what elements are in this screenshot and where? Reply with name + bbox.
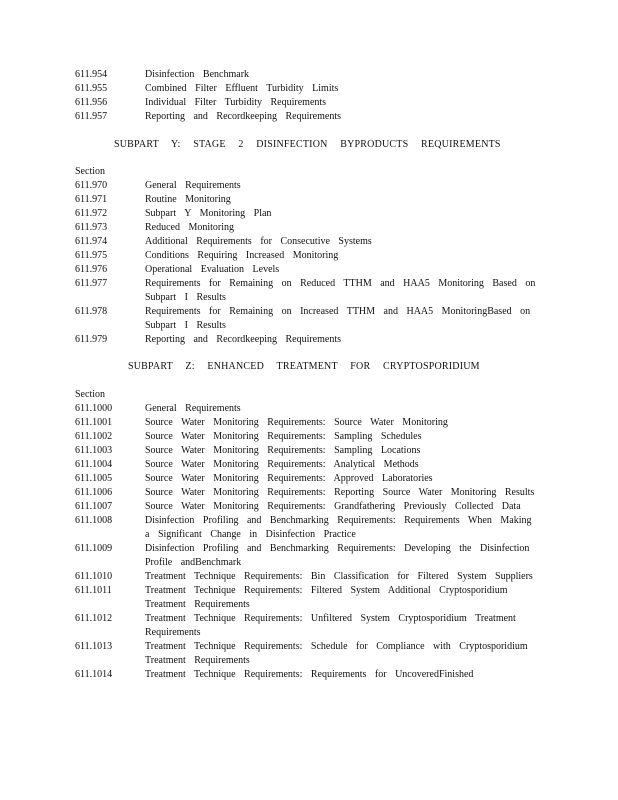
section-number: 611.1008	[75, 515, 113, 526]
section-title: Treatment Technique Requirements: Requirements for UncoveredFinished	[145, 669, 474, 680]
section-number: 611.974	[75, 236, 108, 247]
section-number: 611.976	[75, 264, 108, 275]
subpart-z-heading: SUBPART Z: ENHANCED TREATMENT FOR CRYPTOSPORIDIUM	[128, 361, 480, 372]
section-title: Reporting and Recordkeeping Requirements	[145, 111, 342, 122]
section-title: Source Water Monitoring Requirements: Reporting Source Water Monitoring Results	[145, 487, 535, 498]
list-item	[75, 249, 545, 263]
section-title: Additional Requirements for Consecutive Systems	[145, 236, 372, 247]
list-item	[75, 444, 545, 458]
list-item	[75, 640, 545, 668]
list-item	[75, 277, 545, 305]
list-item	[75, 96, 545, 110]
section-number: 611.1006	[75, 487, 113, 498]
section-number: 611.955	[75, 83, 108, 94]
list-item	[75, 305, 545, 333]
section-number: 611.975	[75, 250, 108, 261]
list-item	[75, 263, 545, 277]
section-number: 611.978	[75, 306, 108, 317]
section-number: 611.1003	[75, 445, 113, 456]
section-number: 611.977	[75, 278, 108, 289]
section-title: Operational Evaluation Levels	[145, 264, 280, 275]
section-title: Source Water Monitoring Requirements: Approved Laboratories	[145, 473, 433, 484]
section-title: Reporting and Recordkeeping Requirements	[145, 334, 342, 345]
list-item	[75, 68, 545, 82]
section-number: 611.1002	[75, 431, 113, 442]
section-number: 611.1011	[75, 585, 112, 596]
section-title: Requirements for Remaining on Increased TTHM and HAA5 MonitoringBased on Subpart I Results	[145, 306, 531, 331]
section-number: 611.1001	[75, 417, 113, 428]
list-item	[75, 333, 545, 347]
list-item	[75, 668, 545, 682]
section-number: 611.1005	[75, 473, 113, 484]
section-title: Source Water Monitoring Requirements: Analytical Methods	[145, 459, 419, 470]
section-number: 611.1004	[75, 459, 113, 470]
section-title: Source Water Monitoring Requirements: Sampling Schedules	[145, 431, 422, 442]
list-item	[75, 82, 545, 96]
list-item	[75, 402, 545, 416]
section-title: Treatment Technique Requirements: Filtered System Additional Cryptosporidium Treatment Requirements	[145, 585, 508, 610]
list-item	[75, 612, 545, 640]
section-number: 611.971	[75, 194, 108, 205]
section-title: Disinfection Profiling and Benchmarking Requirements: Developing the Disinfection Profile andBenchmark	[145, 543, 530, 568]
section-number: 611.970	[75, 180, 108, 191]
section-title: Treatment Technique Requirements: Bin Classification for Filtered System Suppliers	[145, 571, 533, 582]
list-item	[75, 430, 545, 444]
section-title: Subpart Y Monitoring Plan	[145, 208, 272, 219]
section-title: Disinfection Benchmark	[145, 69, 250, 80]
section-title: Source Water Monitoring Requirements: Source Water Monitoring	[145, 417, 448, 428]
list-item	[75, 514, 545, 542]
list-item	[75, 416, 545, 430]
subpart-y-entries	[75, 165, 545, 347]
list-item	[75, 110, 545, 124]
list-item	[75, 472, 545, 486]
list-item	[75, 235, 545, 249]
list-item	[75, 458, 545, 472]
list-item	[75, 193, 545, 207]
list-item	[75, 500, 545, 514]
section-number: 611.957	[75, 111, 108, 122]
section-title: Reduced Monitoring	[145, 222, 235, 233]
section-number: 611.1010	[75, 571, 113, 582]
section-title: Source Water Monitoring Requirements: Sampling Locations	[145, 445, 421, 456]
section-number: 611.972	[75, 208, 108, 219]
section-number: 611.1014	[75, 669, 113, 680]
list-item	[75, 486, 545, 500]
list-item	[75, 584, 545, 612]
section-title: Individual Filter Turbidity Requirements	[145, 97, 327, 108]
section-number: 611.1007	[75, 501, 113, 512]
section-number: 611.1009	[75, 543, 113, 554]
section-title: General Requirements	[145, 180, 241, 191]
top-entries	[75, 68, 545, 124]
section-number: 611.973	[75, 222, 108, 233]
section-title: Treatment Technique Requirements: Unfiltered System Cryptosporidium Treatment Requirements	[145, 613, 516, 638]
section-title: Source Water Monitoring Requirements: Grandfathering Previously Collected Data	[145, 501, 521, 512]
subpart-z-entries	[75, 388, 545, 682]
section-label: Section	[75, 389, 105, 400]
section-number: 611.954	[75, 69, 108, 80]
list-item	[75, 221, 545, 235]
list-item	[75, 570, 545, 584]
list-item	[75, 542, 545, 570]
section-title: Disinfection Profiling and Benchmarking Requirements: Requirements When Making a Significant Change in Disinfection Practice	[145, 515, 532, 540]
section-title: General Requirements	[145, 403, 241, 414]
section-title: Conditions Requiring Increased Monitoring	[145, 250, 339, 261]
section-number: 611.956	[75, 97, 108, 108]
list-item	[75, 179, 545, 193]
section-label: Section	[75, 166, 105, 177]
section-title: Treatment Technique Requirements: Schedule for Compliance with Cryptosporidium Treatment Requirements	[145, 641, 528, 666]
section-title: Combined Filter Effluent Turbidity Limits	[145, 83, 339, 94]
list-item	[75, 207, 545, 221]
section-number: 611.979	[75, 334, 108, 345]
section-number: 611.1013	[75, 641, 113, 652]
section-number: 611.1012	[75, 613, 113, 624]
section-title: Requirements for Remaining on Reduced TTHM and HAA5 Monitoring Based on Subpart I Results	[145, 278, 536, 303]
section-number: 611.1000	[75, 403, 113, 414]
section-title: Routine Monitoring	[145, 194, 231, 205]
subpart-y-heading: SUBPART Y: STAGE 2 DISINFECTION BYPRODUCTS REQUIREMENTS	[114, 139, 501, 150]
